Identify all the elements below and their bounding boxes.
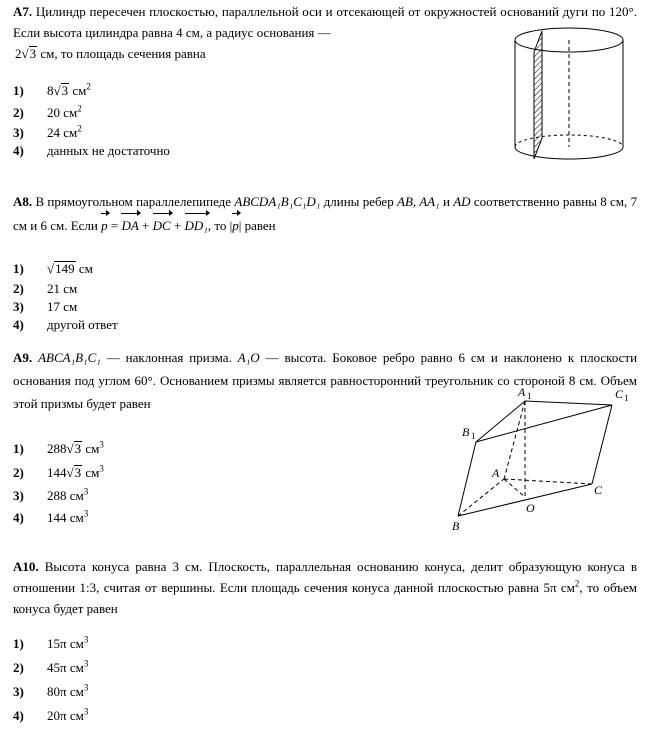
question-a8-body: В прямоугольном параллелепипеде: [35, 194, 232, 209]
option-number: 3): [13, 125, 24, 140]
option-text: 17 см: [47, 299, 78, 314]
svg-text:1: 1: [624, 393, 629, 403]
vector-da: DA: [121, 214, 138, 238]
parallelepiped-name: ABCDA₁B₁C₁D₁: [234, 194, 321, 209]
option-text: 80π $см^3$: [47, 682, 89, 699]
option-text: 20π $см^3$: [47, 706, 89, 723]
option-number: 3): [13, 299, 24, 314]
option-text: 144 $см^3$: [47, 508, 89, 525]
option-number: 1): [13, 441, 24, 456]
prism-figure: [448, 384, 638, 536]
plus-sign: +: [138, 218, 153, 233]
option-number: 3): [13, 488, 24, 503]
sqrt-sign: √: [21, 46, 29, 61]
edge-ad: AD: [453, 194, 471, 209]
area-unit-power: 2: [574, 578, 580, 589]
label-a: A: [492, 466, 500, 480]
option-text: 144√3 $см^3$: [47, 463, 104, 480]
label-a1: A: [518, 385, 526, 399]
question-a10-body-2: , то объем конуса будет равен: [13, 580, 637, 616]
option-number: 4): [13, 510, 24, 525]
vector-p: p: [101, 214, 108, 238]
vector-p-abs: p: [232, 214, 239, 238]
question-a10: [13, 556, 637, 619]
question-a7-body-2: см, то площадь сечения равна: [40, 46, 206, 61]
plus-sign: +: [170, 218, 185, 233]
question-a8: [13, 190, 637, 238]
cylinder-figure: [508, 26, 630, 166]
question-a8-body-3: соответственно равны 8 см, 7 см и 6 см. Если: [13, 194, 638, 233]
option-text: 21 см: [47, 281, 78, 296]
option-number: 4): [13, 708, 24, 723]
question-a8-text: [13, 190, 637, 238]
option-text: 288 $см^3$: [47, 486, 89, 503]
question-a10-number: A10.: [13, 559, 39, 574]
label-b: B: [452, 519, 460, 533]
question-a8-body-2: длины ребер: [323, 194, 394, 209]
vector-dd1: DD₁: [185, 214, 208, 238]
option-text: 45π $см^3$: [47, 658, 89, 675]
label-c1: C: [615, 387, 624, 401]
vector-dc: DC: [153, 214, 171, 238]
question-a10-text: [13, 556, 637, 619]
question-a9-number: A9.: [13, 350, 33, 365]
question-a8-body-5: | равен: [238, 218, 276, 233]
label-c: C: [594, 483, 603, 497]
option-text: данных не достаточно: [47, 143, 170, 158]
prism-name: ABCA₁B₁C₁: [38, 350, 101, 365]
question-a9-body: — наклонная призма.: [106, 350, 232, 365]
cylinder-section: [534, 31, 542, 159]
conjunction: и: [442, 194, 450, 209]
option-number: 3): [13, 684, 24, 699]
label-b1: B: [462, 425, 470, 439]
option-text: 8√3 $см^2$: [47, 81, 91, 98]
question-a7-number: A7.: [13, 4, 33, 19]
option-number: 1): [13, 83, 24, 98]
option-number: 2): [13, 465, 24, 480]
option-number: 4): [13, 143, 24, 158]
option-number: 2): [13, 105, 24, 120]
radius-radicand: 3: [29, 46, 37, 61]
option-text: 20 $см^2$: [47, 103, 82, 120]
question-a8-number: A8.: [13, 194, 33, 209]
option-number: 2): [13, 281, 24, 296]
option-text: 288√3 $см^3$: [47, 439, 104, 456]
option-text: √149 см: [47, 261, 93, 276]
edge-names: AB, AA₁: [397, 194, 440, 209]
question-a8-body-4: , то |: [207, 218, 233, 233]
option-text: 15π $см^3$: [47, 634, 89, 651]
label-o: O: [526, 501, 535, 515]
equals-sign: =: [107, 218, 122, 233]
radius-coefficient: 2: [15, 46, 22, 61]
question-a9-body-2: — высота. Боковое ребро равно 6 см и наклонено к плоскости основания под углом 60°. Основанием призмы является равносторонний треугольник со стороной 8 см. Объем этой призмы будет равен: [13, 350, 638, 411]
option-number: 1): [13, 261, 24, 276]
height-name: A₁O: [237, 350, 260, 365]
question-a7-body: Цилиндр пересечен плоскостью, параллельной оси и отсекающей от окружностей оснований дуги по 120°. Если высота цилиндра равна 4 см, а радиус основания —: [13, 4, 637, 40]
question-a10-body: Высота конуса равна 3 см. Плоскость, параллельная основанию конуса, делит образующую конуса в отношении 1:3, считая от вершины. Если площадь сечения конуса данной плоскостью равна 5π см: [13, 559, 638, 595]
option-number: 4): [13, 317, 24, 332]
option-text: 24 $см^2$: [47, 123, 82, 140]
svg-text:1: 1: [527, 391, 532, 401]
option-number: 1): [13, 636, 24, 651]
option-number: 2): [13, 660, 24, 675]
svg-text:1: 1: [471, 431, 476, 441]
option-text: другой ответ: [47, 317, 118, 332]
